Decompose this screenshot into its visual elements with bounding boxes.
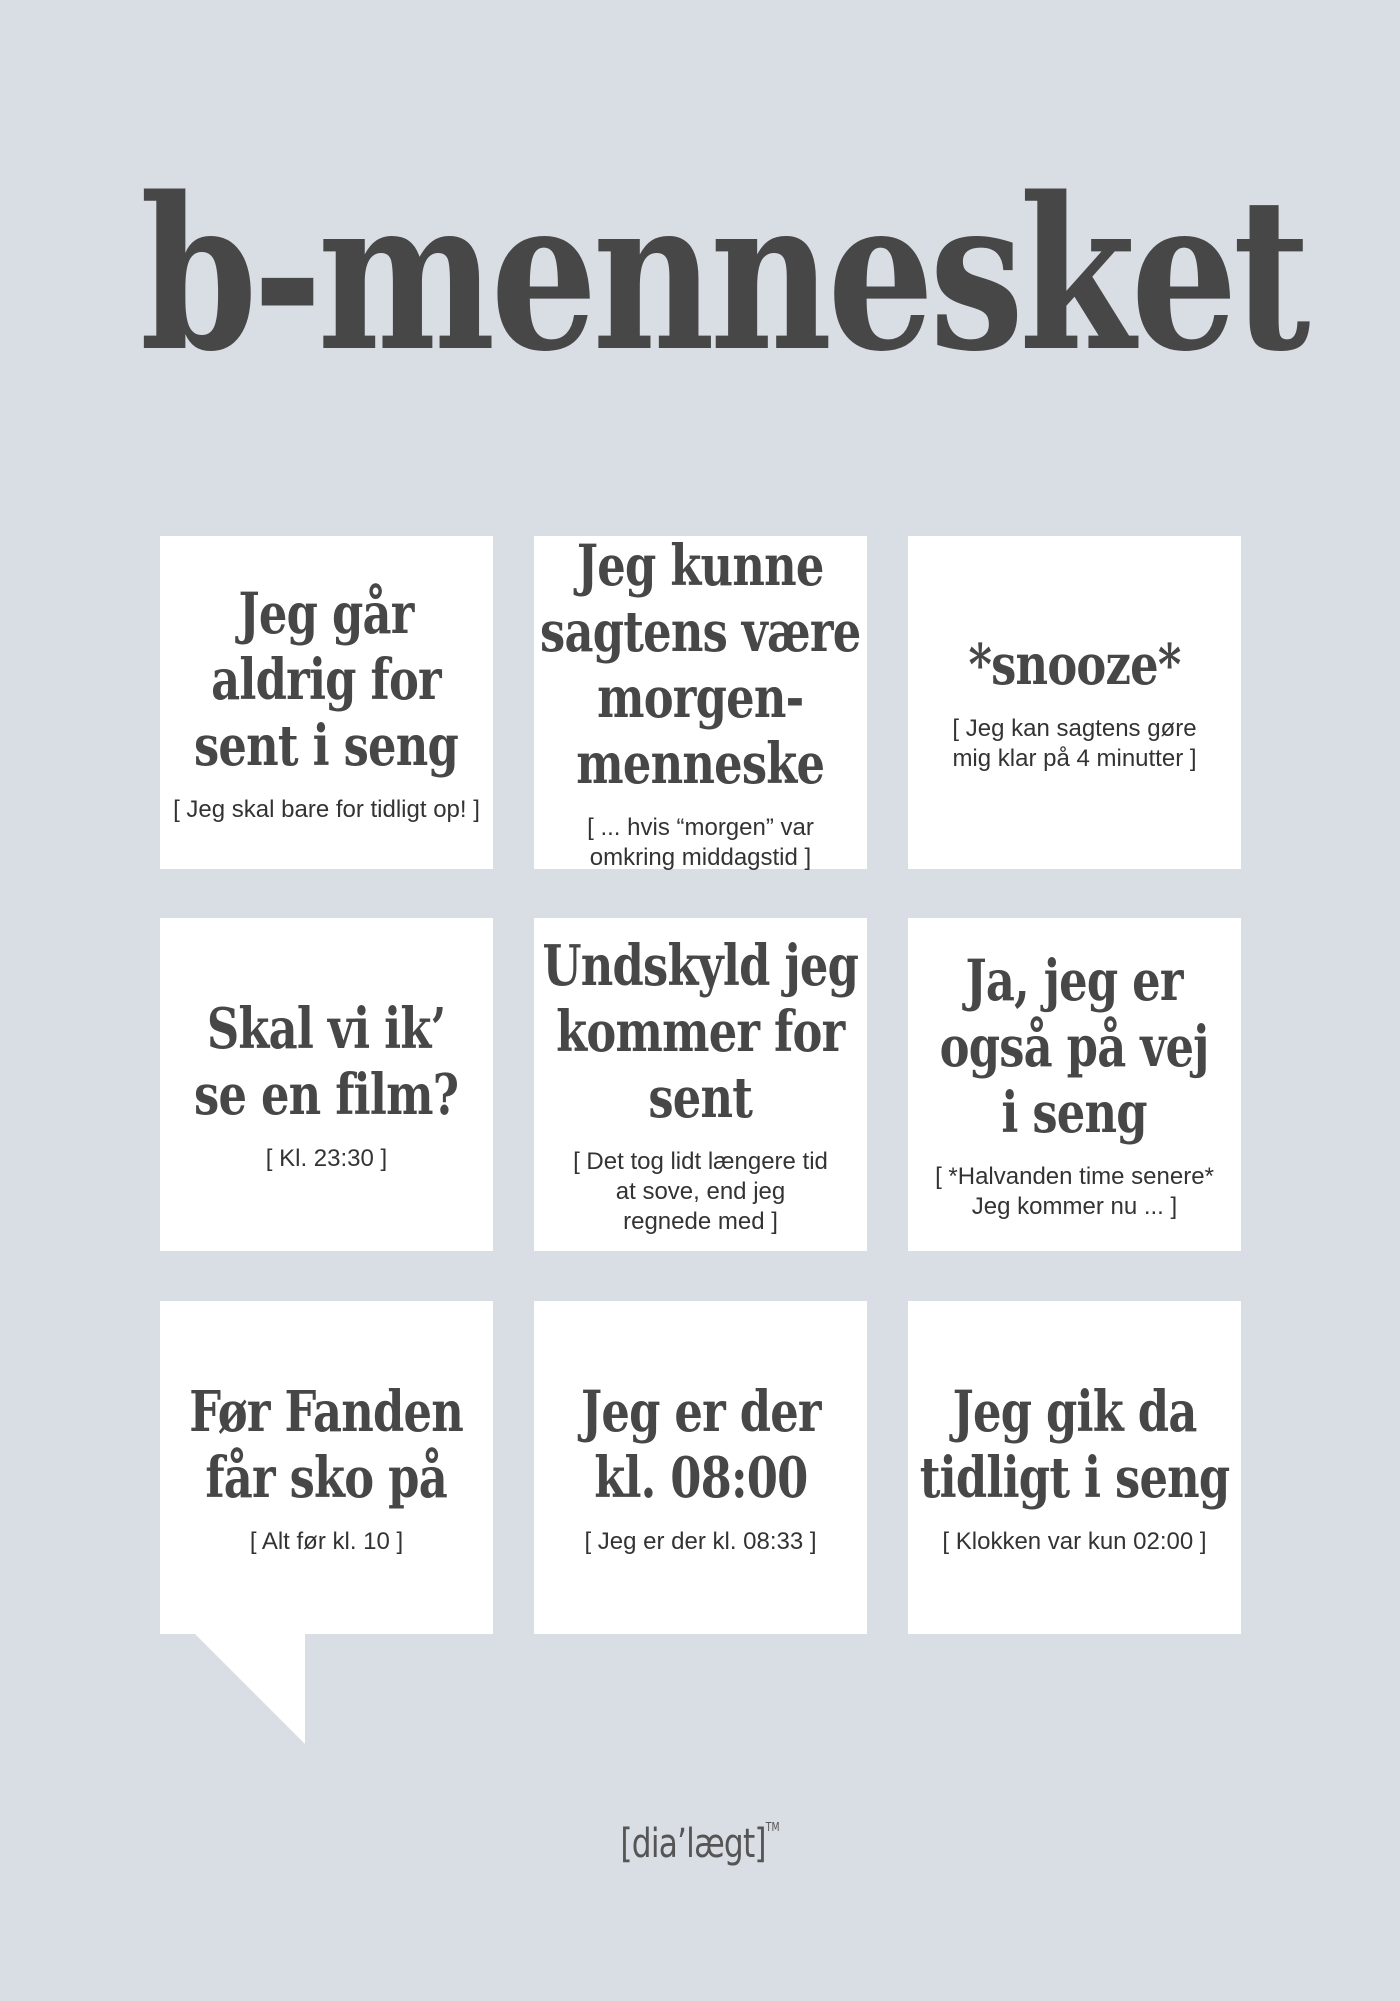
headline-line: Jeg kunne	[577, 532, 824, 599]
card-headline	[940, 948, 1209, 1146]
headline-line: Undskyld jeg	[542, 932, 859, 999]
subtext-line: mig klar på 4 minutter ]	[952, 744, 1197, 772]
card-headline	[969, 632, 1181, 698]
headline-line: tidligt i seng	[919, 1444, 1230, 1511]
trademark-mark: TM	[765, 1820, 780, 1834]
headline-line: menneske	[576, 730, 825, 797]
headline-line: Skal vi ik’	[207, 995, 446, 1062]
headline-line: *snooze*	[968, 631, 1181, 698]
headline-line: i seng	[1001, 1079, 1148, 1146]
quote-card	[534, 532, 867, 871]
subtext-line: [ Kl. 23:30 ]	[265, 1144, 388, 1172]
headline-line: også på vej	[940, 1013, 1209, 1080]
quote-card	[160, 1301, 493, 1634]
subtext-line: [ Klokken var kun 02:00 ]	[942, 1527, 1207, 1555]
card-subtext	[942, 1527, 1206, 1557]
headline-line: sent i seng	[194, 712, 459, 779]
headline-line: kl. 08:00	[593, 1444, 808, 1511]
poster-title: b-mennesket	[140, 151, 1306, 398]
card-subtext	[952, 714, 1196, 774]
headline-line: sagtens være	[540, 598, 861, 665]
card-headline	[543, 933, 859, 1131]
subtext-line: [ Alt før kl. 10 ]	[249, 1527, 404, 1555]
brand-logo	[154, 1820, 1246, 1867]
headline-line: får sko på	[205, 1444, 448, 1511]
subtext-line: Jeg kommer nu ... ]	[971, 1192, 1178, 1220]
card-subtext	[584, 1527, 816, 1557]
headline-line: Ja, jeg er	[965, 947, 1184, 1014]
card-subtext	[173, 795, 480, 825]
subtext-line: [ Jeg skal bare for tidligt op! ]	[173, 795, 480, 823]
card-headline	[190, 1379, 464, 1511]
headline-line: Jeg går	[239, 580, 414, 647]
subtext-line: [ Det tog lidt længere tid	[573, 1147, 828, 1175]
subtext-line: [ ... hvis “morgen” var	[587, 813, 814, 841]
card-subtext	[935, 1162, 1214, 1222]
headline-line: Jeg er der	[580, 1378, 821, 1445]
subtext-line: at sove, end jeg	[615, 1177, 786, 1205]
card-subtext	[250, 1527, 403, 1557]
card-headline	[581, 1379, 821, 1511]
quote-card	[534, 1301, 867, 1634]
quote-card	[160, 918, 493, 1251]
subtext-line: [ Jeg er der kl. 08:33 ]	[584, 1527, 817, 1555]
card-headline	[194, 581, 458, 779]
headline-line: sent	[648, 1064, 753, 1131]
quote-card	[160, 536, 493, 869]
quote-card	[534, 918, 867, 1251]
speech-bubble-tail	[195, 1634, 305, 1744]
card-subtext	[573, 1147, 828, 1237]
brand-logo-text: [dia’lægt]	[620, 1821, 766, 1867]
card-headline	[194, 996, 458, 1128]
card-headline	[920, 1379, 1230, 1511]
headline-line: aldrig for	[211, 646, 442, 713]
quote-card	[908, 918, 1241, 1251]
card-headline	[540, 533, 860, 797]
headline-line: se en film?	[194, 1061, 459, 1128]
headline-line: Jeg gik da	[952, 1378, 1197, 1445]
subtext-line: omkring middagstid ]	[589, 843, 812, 871]
subtext-line: [ *Halvanden time senere*	[935, 1162, 1214, 1190]
headline-line: morgen-	[597, 664, 804, 731]
headline-line: kommer for	[556, 998, 845, 1065]
quote-card	[908, 1301, 1241, 1634]
quote-card	[908, 536, 1241, 869]
card-subtext	[266, 1144, 387, 1174]
headline-line: Før Fanden	[189, 1378, 464, 1445]
card-subtext	[587, 813, 814, 873]
subtext-line: [ Jeg kan sagtens gøre	[952, 714, 1197, 742]
subtext-line: regnede med ]	[623, 1207, 778, 1235]
